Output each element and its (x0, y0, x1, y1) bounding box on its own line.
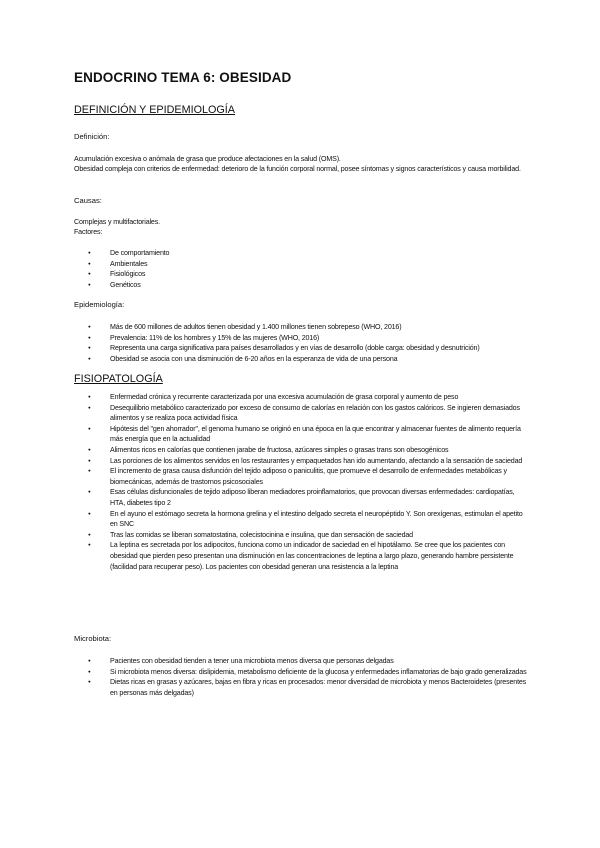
list-fisiopatologia (74, 392, 530, 572)
paragraph-definicion-1: Acumulación excesiva o anómala de grasa que produce afectaciones en la salud (OMS). (74, 155, 341, 163)
list-item: ● Si microbiota menos diversa: dislipidemia, metabolismo deficiente de la glucosa y enfermedades inflamatorias de bajo grado generalizadas (74, 667, 530, 678)
list-item: ● Hipótesis del "gen ahorrador", el genoma humano se originó en una época en la que encontrar y almacenar fuentes de alimento requería más energía que en la actualidad (74, 424, 530, 445)
list-item: ● Representa una carga significativa para países desarrollados y en vías de desarrollo (doble carga: obesidad y desnutrición) (74, 343, 495, 354)
list-item: ● Pacientes con obesidad tienden a tener una microbiota menos diversa que personas delgadas (74, 656, 530, 667)
list-item: ● Más de 600 millones de adultos tienen obesidad y 1.400 millones tienen sobrepeso (WHO, 2016) (74, 322, 495, 333)
list-epidemiologia (74, 322, 530, 364)
list-item: ● La leptina es secretada por los adipocitos, funciona como un indicador de saciedad en el hipotálamo. Se cree que los pacientes con obesidad que pierden peso presentan una disminución en las concentraciones de leptina a largo plazo, generando hambre persistente (facilidad para recuperar peso). Los pacientes con obesidad generan una resistencia a la leptina (74, 540, 530, 572)
section-heading-fisiopatologia: FISIOPATOLOGÍA (74, 373, 163, 385)
label-causas: Causas: (74, 196, 102, 205)
list-item: ● Ambientales (74, 259, 530, 270)
section-heading-definicion: DEFINICIÓN Y EPIDEMIOLOGÍA (74, 104, 235, 116)
list-item: ● El incremento de grasa causa disfunción del tejido adiposo o paniculitis, que promueve el desarrollo de enfermedades metabólicas y biomecánicas, además de trastornos psicosociales (74, 466, 530, 487)
list-item: ● Tras las comidas se liberan somatostatina, colecistocinina e insulina, que dan sensación de saciedad (74, 530, 530, 541)
paragraph-causas-2: Factores: (74, 228, 103, 236)
list-item: ● Alimentos ricos en calorías que contienen jarabe de fructosa, azúcares simples o grasas trans son obesogénicos (74, 445, 530, 456)
list-item: ● Prevalencia: 11% de los hombres y 15% de las mujeres (WHO, 2016) (74, 333, 495, 344)
list-item: ● Dietas ricas en grasas y azúcares, bajas en fibra y ricas en procesados: menor diversidad de microbiota y menos Bacteroidetes (presentes en personas más delgadas) (74, 677, 530, 698)
list-item: ● Desequilibrio metabólico caracterizado por exceso de consumo de calorías en relación con los gastos calóricos. Se ingieren demasiados alimentos y se realiza poca actividad física (74, 403, 530, 424)
list-item: ● En el ayuno el estómago secreta la hormona grelina y el intestino delgado secreta el neuropéptido Y. Son orexígenas, estimulan el apetito en SNC (74, 509, 530, 530)
paragraph-definicion-2: Obesidad compleja con criterios de enfermedad: deterioro de la función corporal normal, posee síntomas y signos característicos y causa morbilidad. (74, 165, 521, 173)
label-microbiota: Microbiota: (74, 634, 112, 643)
list-item: ● Genéticos (74, 280, 530, 291)
list-factores (74, 248, 530, 290)
label-epidemiologia: Epidemiología: (74, 300, 125, 309)
list-item: ● Fisiológicos (74, 269, 530, 280)
label-definicion: Definición: (74, 132, 110, 141)
list-item: ● Las porciones de los alimentos servidos en los restaurantes y empaquetados han ido aumentando, afectando a la sensación de saciedad (74, 456, 530, 467)
list-item: ● Esas células disfuncionales de tejido adiposo liberan mediadores proinflamatorios, que provocan diversas enfermedades: cardiopatías, HTA, diabetes tipo 2 (74, 487, 530, 508)
list-item: ● De comportamiento (74, 248, 530, 259)
list-item: ● Obesidad se asocia con una disminución de 6-20 años en la esperanza de vida de una persona (74, 354, 495, 365)
paragraph-causas-1: Complejas y multifactoriales. (74, 218, 160, 226)
list-item: ● Enfermedad crónica y recurrente caracterizada por una excesiva acumulación de grasa corporal y aumento de peso (74, 392, 530, 403)
document-title: ENDOCRINO TEMA 6: OBESIDAD (74, 70, 292, 85)
list-microbiota (74, 656, 530, 698)
